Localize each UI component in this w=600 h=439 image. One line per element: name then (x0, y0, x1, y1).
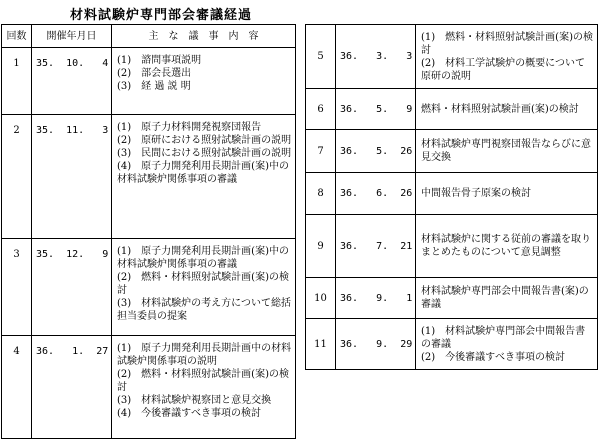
agenda-item: (2) 燃料・材料照射試験計画(案)の検討 (117, 272, 289, 296)
page-title: 材料試験炉専門部会審議経過 (70, 8, 253, 23)
meeting-date: 36. 5. 26 (336, 130, 416, 173)
agenda-item: (1) 原子力開発利用長期計画(案)中の材料試験炉関係事項の審議 (117, 246, 289, 270)
meeting-date: 36. 9. 1 (336, 278, 416, 319)
agenda-item: (4) 今後審議すべき事項の検討 (117, 408, 261, 419)
table-row (306, 89, 598, 130)
agenda-item: (1) 諮問事項説明 (117, 55, 202, 66)
meeting-content (416, 130, 598, 173)
meeting-content (416, 278, 598, 319)
agenda-item: 燃料・材料照射試験計画(案)の検討 (421, 103, 579, 115)
meetings-table-right (305, 24, 598, 370)
agenda-item: (4) 原子力開発利用長期計画(案)中の材料試験炉関係事項の審議 (117, 161, 289, 185)
table-row (306, 25, 598, 89)
meeting-content (416, 25, 598, 89)
table-row (306, 278, 598, 319)
meeting-content (112, 48, 296, 115)
table-row (2, 115, 296, 239)
meeting-content (416, 89, 598, 130)
agenda-item: (1) 原子力開発利用長期計画中の材料試験炉関係事項の説明 (117, 343, 292, 367)
meeting-no: 10 (306, 278, 336, 319)
meeting-no: 3 (2, 239, 32, 336)
meeting-date: 36. 6. 26 (336, 173, 416, 215)
meeting-no: 2 (2, 115, 32, 239)
agenda-item: (1) 原子力材料開発視察団報告 (117, 122, 262, 133)
agenda-item: (3) 民間における照射試験計画の説明 (117, 148, 292, 159)
meeting-no: 9 (306, 215, 336, 278)
meeting-date: 35. 10. 4 (32, 48, 112, 115)
agenda-item: (2) 燃料・材料照射試験計画(案)の検討 (117, 369, 289, 393)
agenda-item: (1) 材料試験炉専門部会中間報告書の審議 (421, 325, 586, 350)
meeting-date: 36. 5. 9 (336, 89, 416, 130)
agenda-item: 材料試験炉専門視察団報告ならびに意見交換 (421, 139, 591, 163)
agenda-item: (2) 今後審議すべき事項の検討 (421, 351, 565, 363)
meeting-date: 35. 12. 9 (32, 239, 112, 336)
header-no: 回数 (2, 25, 32, 48)
agenda-item: (1) 燃料・材料照射試験計画(案)の検討 (421, 31, 593, 56)
agenda-item: 材料試験炉専門部会中間報告書(案)の審議 (421, 286, 589, 310)
meeting-no: 7 (306, 130, 336, 173)
agenda-item: 中間報告骨子原案の検討 (421, 188, 531, 199)
table-row (306, 173, 598, 215)
table-row (2, 239, 296, 336)
meeting-content (112, 239, 296, 336)
agenda-item: 材料試験炉に関する従前の審議を取りまとめたものについて意見調整 (421, 234, 591, 258)
table-row (306, 319, 598, 370)
agenda-item: (3) 経 過 説 明 (117, 81, 191, 92)
meeting-content (112, 115, 296, 239)
meeting-content (112, 336, 296, 439)
meeting-no: 4 (2, 336, 32, 439)
agenda-item: (2) 原研における照射試験計画の説明 (117, 135, 292, 146)
meeting-date: 36. 3. 3 (336, 25, 416, 89)
table-row (2, 336, 296, 439)
meeting-content (416, 319, 598, 370)
meeting-date: 36. 7. 21 (336, 215, 416, 278)
meeting-content (416, 173, 598, 215)
header-content: 主 な 議 事 内 容 (112, 25, 296, 48)
meeting-no: 11 (306, 319, 336, 370)
meetings-table-left (1, 24, 296, 439)
meeting-no: 6 (306, 89, 336, 130)
table-header-row (2, 25, 296, 48)
agenda-item: (2) 材料工学試験炉の概要について原研の説明 (421, 57, 585, 82)
table-row (2, 48, 296, 115)
agenda-item: (3) 材料試験炉の考え方について総括担当委員の提案 (117, 298, 291, 322)
table-row (306, 130, 598, 173)
header-date: 開催年月日 (32, 25, 112, 48)
meeting-date: 36. 9. 29 (336, 319, 416, 370)
meeting-no: 8 (306, 173, 336, 215)
meeting-no: 5 (306, 25, 336, 89)
agenda-item: (2) 部会長選出 (117, 68, 192, 79)
meeting-date: 35. 11. 3 (32, 115, 112, 239)
meeting-date: 36. 1. 27 (32, 336, 112, 439)
meeting-content (416, 215, 598, 278)
agenda-item: (3) 材料試験炉視察団と意見交換 (117, 395, 272, 406)
meeting-no: 1 (2, 48, 32, 115)
table-row (306, 215, 598, 278)
